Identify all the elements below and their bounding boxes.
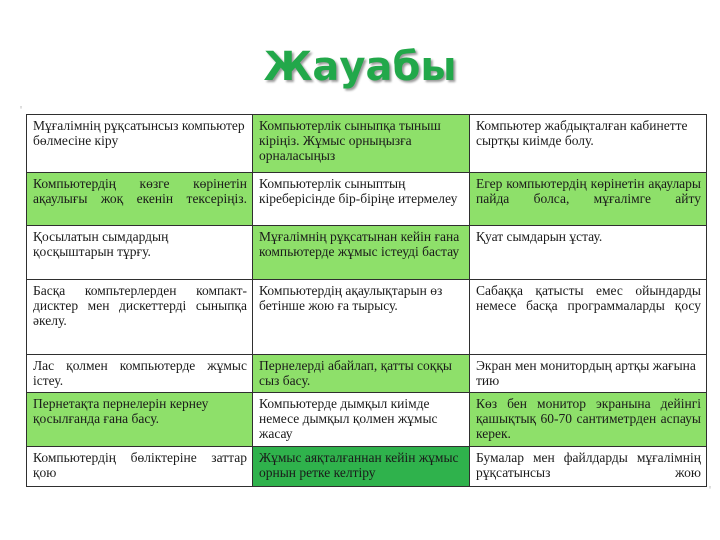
table-anchor-marker: ◦ (19, 104, 24, 112)
table-row (27, 393, 707, 447)
table-corner-marker: ◦ (708, 484, 713, 492)
table-cell: Мұғалімнің рұқсатынсыз компьютер бөлмесіне кіру (27, 115, 253, 173)
table-cell: Егер компьютердің көрінетін ақаулары пайда болса, мұғалімге айту (470, 173, 707, 226)
table-row (27, 355, 707, 393)
table-cell: Компьютерде дымқыл киімде немесе дымқыл қолмен жұмыс жасау (253, 393, 470, 447)
table-cell: Лас қолмен компьютерде жұмыс істеу. (27, 355, 253, 393)
table-cell: Жұмыс аяқталғаннан кейін жұмыс орнын ретке келтіру (253, 447, 470, 487)
table-cell: Бумалар мен файлдарды мұғалімнің рұқсатынсыз жою (470, 447, 707, 487)
table-row (27, 280, 707, 355)
answers-table (26, 114, 707, 487)
table-row (27, 173, 707, 226)
table-cell: Экран мен монитордың артқы жағына тию (470, 355, 707, 393)
table-row (27, 115, 707, 173)
slide-title: Жауабы (263, 44, 457, 90)
table-cell: Қуат сымдарын ұстау. (470, 226, 707, 280)
table-cell: Басқа компьтерлерден компакт-дисктер мен дискеттерді сыныпқа әкелу. (27, 280, 253, 355)
table-row (27, 226, 707, 280)
table-cell: Компьютерлік сыныптың кіреберісінде бір-біріңе итермелеу (253, 173, 470, 226)
table-cell: Компьютерлік сыныпқа тыныш кіріңіз. Жұмыс орныңызға орналасыңыз (253, 115, 470, 173)
table-cell: Компьютердің бөліктеріне заттар қою (27, 447, 253, 487)
table-cell: Мұғалімнің рұқсатынан кейін ғана компьютерде жұмыс істеуді бастау (253, 226, 470, 280)
table-cell: Қосылатын сымдардың қосқыштарын тұрғу. (27, 226, 253, 280)
table-cell: Пернетақта пернелерін кернеу қосылғанда ғана басу. (27, 393, 253, 447)
table-cell: Компьютердің көзге көрінетін ақаулығы жоқ екенін тексеріңіз. (27, 173, 253, 226)
table-cell: Пернелерді абайлап, қатты соққы сыз басу. (253, 355, 470, 393)
table-cell: Компьютер жабдықталған кабинетте сыртқы киімде болу. (470, 115, 707, 173)
table-cell: Компьютердің ақаулықтарын өз бетінше жою ға тырысу. (253, 280, 470, 355)
table-cell: Көз бен монитор экранына дейінгі қашықтық 60-70 сантиметрден аспауы керек. (470, 393, 707, 447)
table-cell: Сабаққа қатысты емес ойындарды немесе басқа программаларды қосу (470, 280, 707, 355)
table-row (27, 447, 707, 487)
